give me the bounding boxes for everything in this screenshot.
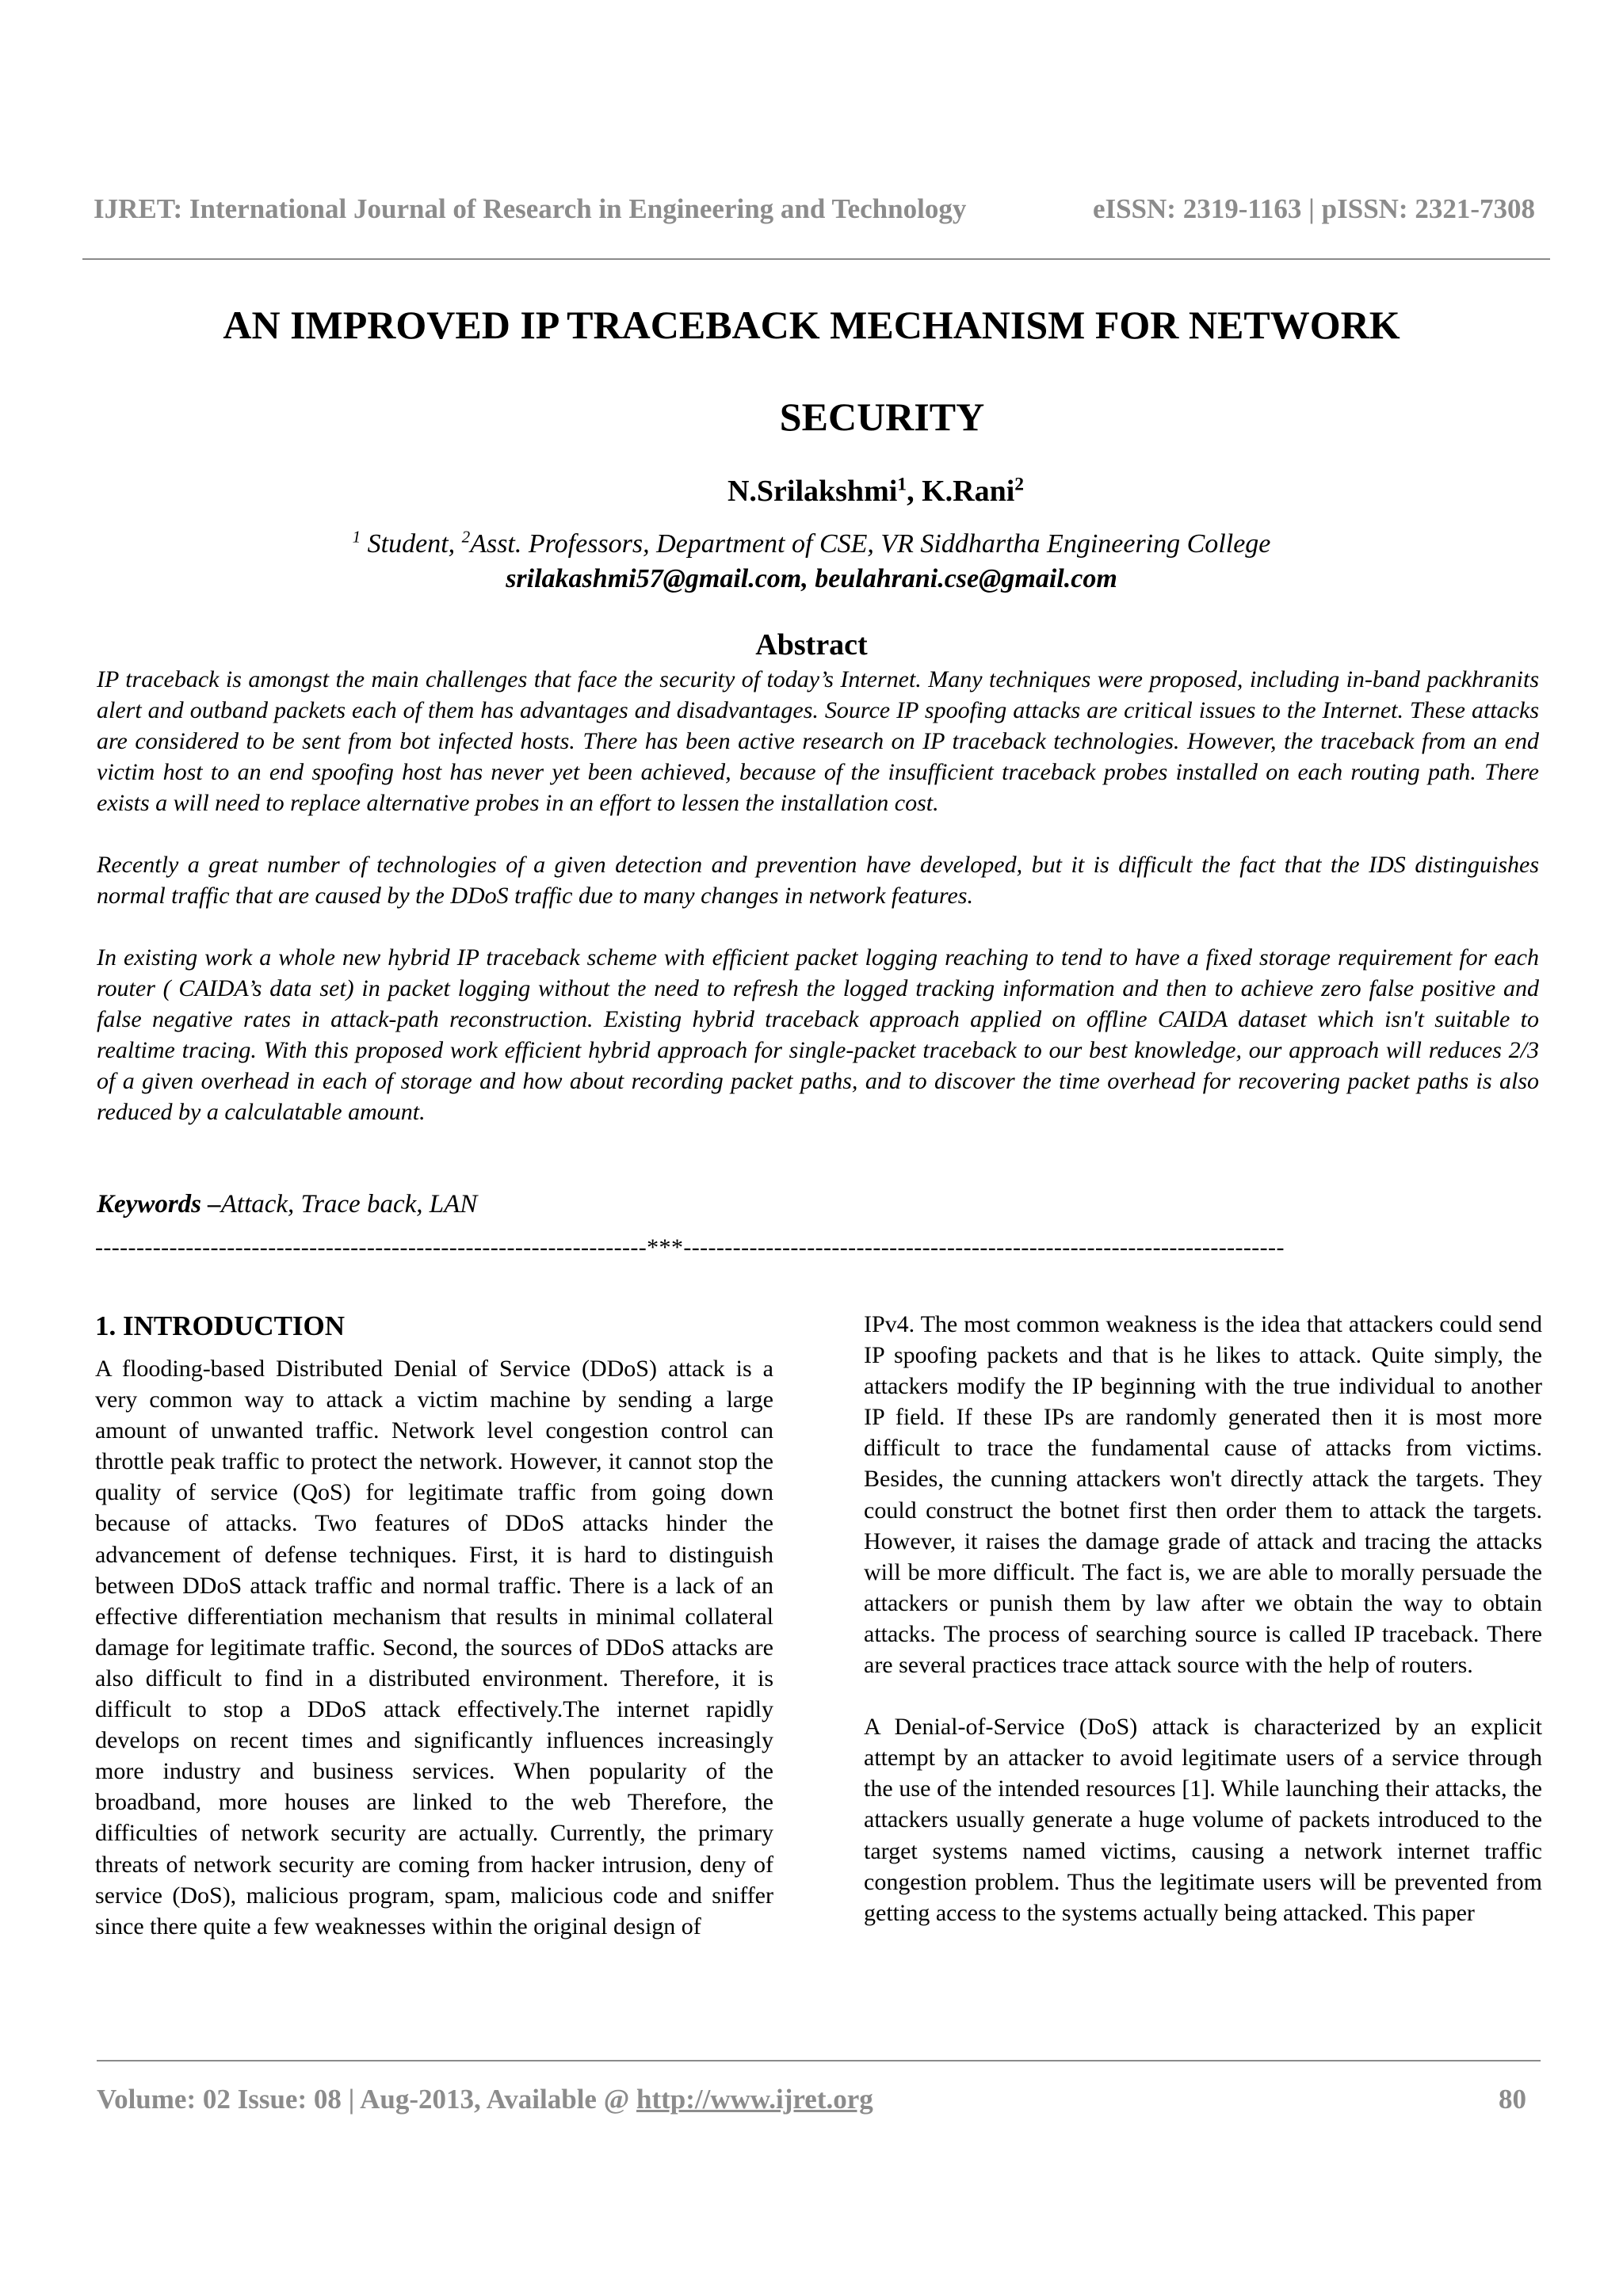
affil-part-2: Asst. Professors, Department of CSE, VR Siddhartha Engineering College (470, 529, 1271, 559)
issn-info: eISSN: 2319-1163 | pISSN: 2321-7308 (1092, 193, 1535, 224)
abstract-body (97, 664, 1539, 1158)
running-header (94, 193, 1541, 225)
left-column (95, 1309, 773, 1973)
keywords-dash: – (201, 1190, 221, 1219)
abstract-paragraph: In existing work a whole new hybrid IP traceback scheme with efficient packet logging reaching to tend to have a fixed storage requirement for each router ( CAIDA’s data set) in packet logging without the need to refresh the logged tracking information and then to achieve zero false positive and false negative rates in attack-path reconstruction. Existing hybrid traceback approach applied on offline CAIDA dataset which isn't suitable to realtime tracing. With this proposed work efficient hybrid approach for single-packet traceback to our best knowledge, our approach will reduces 2/3 of a given overhead in each of storage and how about recording packet paths, and to discover the time overhead for recovering packet paths is also reduced by a calculatable amount. (97, 944, 1539, 1125)
page-number: 80 (1499, 2084, 1526, 2115)
affil-sup-2: 2 (461, 527, 471, 547)
author-list (87, 474, 1536, 509)
keywords-text: Attack, Trace back, LAN (220, 1190, 478, 1219)
abstract-paragraph: Recently a great number of technologies of a given detection and prevention have developed, but it is difficult the fact that the IDS distinguishes normal traffic that are caused by the DDoS traffic due to many changes in network features. (97, 852, 1539, 909)
title-line-1: AN IMPROVED IP TRACEBACK MECHANISM FOR NETWORK (223, 303, 1400, 347)
affiliation (87, 528, 1536, 561)
author-1-name: N.Srilakshmi (727, 475, 898, 508)
header-rule (82, 258, 1550, 260)
keywords-line (97, 1190, 477, 1219)
keywords-label: Keywords (97, 1190, 201, 1219)
introduction-heading: 1. INTRODUCTION (95, 1310, 346, 1341)
author-separator: , (907, 475, 922, 508)
affil-part-1: Student, (361, 529, 462, 559)
abstract-paragraph: IP traceback is amongst the main challenges that face the security of today’s Internet. Many techniques were proposed, including in-band packhranits alert and outband packets each of them has advantages and disadvantages. Source IP spoofing attacks are critical issues to the Internet. These attacks are considered to be sent from bot infected hosts. There has been active research on IP traceback technologies. However, the traceback from an end victim host to an end spoofing host has never yet been achieved, because of the insufficient traceback probes installed on each routing path. There exists a will need to replace alternative probes in an effort to lessen the installation cost. (97, 666, 1539, 816)
author-2-name: K.Rani (922, 475, 1015, 508)
journal-link[interactable]: http://www.ijret.org (636, 2084, 873, 2115)
title-line-2: SECURITY (779, 395, 985, 439)
intro-paragraph: A flooding-based Distributed Denial of Service (DDoS) attack is a very common way to attack a victim machine by sending a large amount of unwanted traffic. Network level congestion control can throttle peak traffic to protect the network. However, it cannot stop the quality of service (QoS) for legitimate traffic from going down because of attacks. Two features of DDoS attacks hinder the advancement of defense techniques. First, it is hard to distinguish between DDoS attack traffic and normal traffic. There is a lack of an effective differentiation mechanism that results in minimal collateral damage for legitimate traffic. Second, the sources of DDoS attacks are also difficult to find in a distributed environment. Therefore, it is difficult to stop a DDoS attack effectively.The internet rapidly develops on recent times and significantly influences increasingly more industry and business services. When popularity of the broadband, more houses are linked to the web Therefore, the difficulties of network security are actually. Currently, the primary threats of network security are coming from hacker intrusion, deny of service (DoS), malicious program, spam, malicious code and sniffer since there quite a few weaknesses within the original design of (95, 1356, 773, 1939)
intro-paragraph: A Denial-of-Service (DoS) attack is characterized by an explicit attempt by an attacker to avoid legitimate users of a service through the use of the intended resources [1]. While launching their attacks, the attackers usually generate a huge volume of packets introduced to the target systems named victims, causing a network internet traffic congestion problem. Thus the legitimate users will be prevented from getting access to the systems actually being attacked. This paper (864, 1714, 1542, 1926)
footer-rule (97, 2060, 1541, 2061)
author-2-superscript: 2 (1014, 474, 1025, 495)
author-1-superscript: 1 (897, 474, 907, 495)
running-footer (97, 2084, 1529, 2115)
intro-paragraph: IPv4. The most common weakness is the idea that attackers could send IP spoofing packets and that is he likes to attack. Quite simply, the attackers modify the IP beginning with the true individual to another IP field. If these IPs are randomly generated then it is most more difficult to trace the fundamental cause of attacks from victims. Besides, the cunning attackers won't directly attack the targets. They could construct the botnet first then order them to attack the targets. However, it raises the damage grade of attack and tracing the attacks will be more difficult. The fact is, we are able to morally persuade the attackers or punish them by law after we obtain the way to obtain attacks. The process of searching source is called IP traceback. There are several practices trace attack source with the help of routers. (864, 1311, 1542, 1679)
section-separator: -------------------------------------------------------------------***------------------------------------------------------------------------- (95, 1234, 1285, 1261)
affil-sup-1: 1 (352, 527, 361, 547)
abstract-heading: Abstract (755, 628, 868, 662)
journal-name: IJRET: International Journal of Research in Engineering and Technology (94, 193, 967, 224)
paper-title (87, 279, 1536, 463)
author-emails: srilakashmi57@gmail.com, beulahrani.cse@gmail.com (506, 564, 1117, 593)
right-column (864, 1309, 1542, 1959)
volume-info: Volume: 02 Issue: 08 | Aug-2013, Available @ (97, 2084, 637, 2115)
